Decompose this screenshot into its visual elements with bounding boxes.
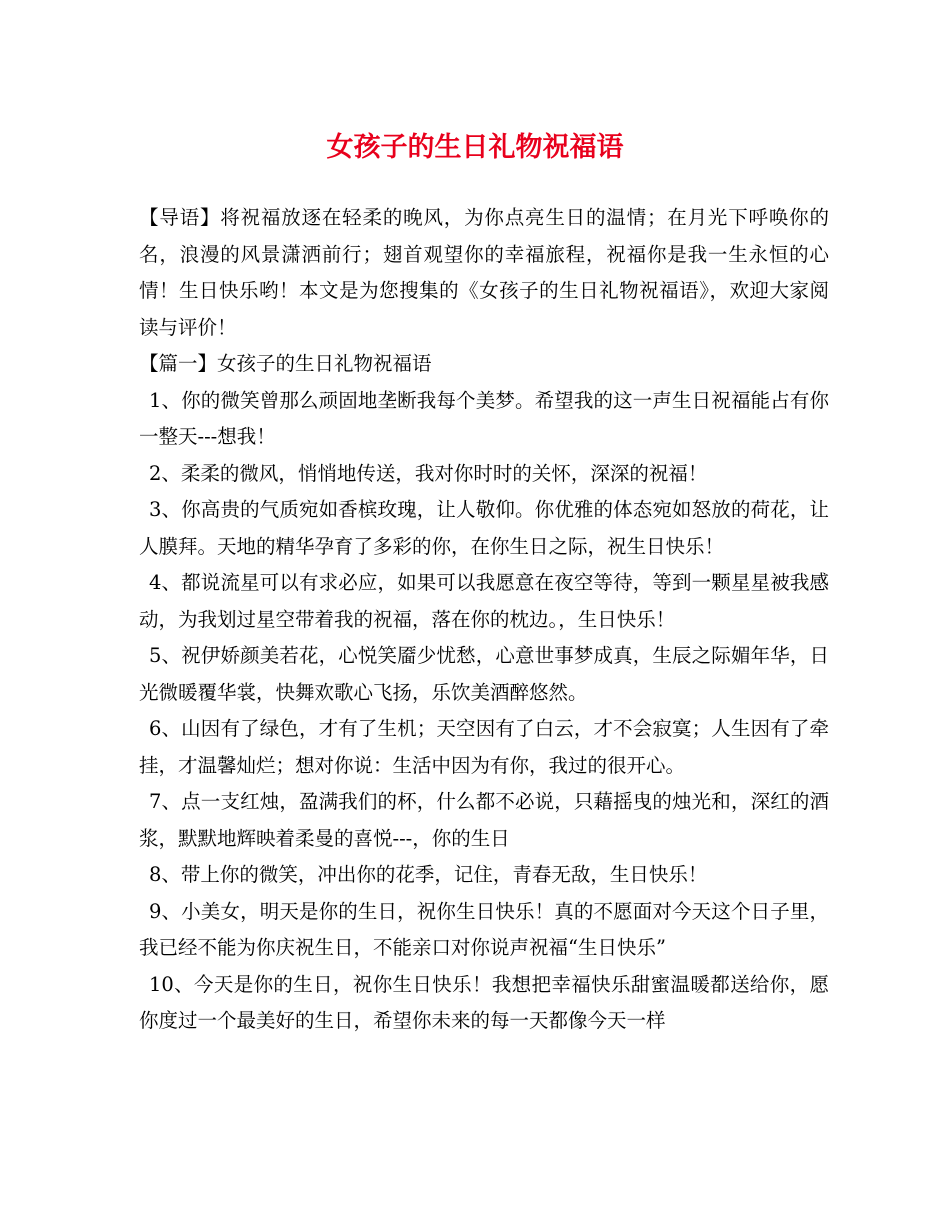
list-item: 4、都说流星可以有求必应，如果可以我愿意在夜空等待，等到一颗星星被我感动，为我划过星空带着我的祝福，落在你的枕边。，生日快乐！ <box>139 571 829 631</box>
list-item: 9、小美女，明天是你的生日，祝你生日快乐！真的不愿面对今天这个日子里，我已经不能为你庆祝生日，不能亲口对你说声祝福“生日快乐” <box>139 899 829 959</box>
list-item: 2、柔柔的微风，悄悄地传送，我对你时时的关怀，深深的祝福！ <box>149 461 708 485</box>
list-item: 6、山因有了绿色，才有了生机；天空因有了白云，才不会寂寞；人生因有了牵挂，才温馨灿烂；想对你说：生活中因为有你，我过的很开心。 <box>139 717 829 777</box>
list-item: 8、带上你的微笑，冲出你的花季，记住，青春无敌，生日快乐！ <box>149 863 708 886</box>
intro-paragraph: 【导语】将祝福放逐在轻柔的晚风，为你点亮生日的温情；在月光下呼唤你的名，浪漫的风景潇洒前行；翅首观望你的幸福旅程，祝福你是我一生永恒的心情！生日快乐哟！本文是为您搜集的《女孩子的生日礼物祝福语》，欢迎大家阅读与评价！ <box>139 206 829 339</box>
list-item: 5、祝伊娇颜美若花，心悦笑靥少忧愁，心意世事梦成真，生辰之际媚年华，日光微暖覆华裳，快舞欢歌心飞扬，乐饮美酒醉悠然。 <box>139 644 829 704</box>
page-title: 女孩子的生日礼物祝福语 <box>326 132 624 163</box>
list-item: 3、你高贵的气质宛如香槟玫瑰，让人敬仰。你优雅的体态宛如怒放的荷花，让人膜拜。天地的精华孕育了多彩的你，在你生日之际，祝生日快乐！ <box>139 498 829 558</box>
document-body <box>139 200 829 1040</box>
section-heading: 【篇一】女孩子的生日礼物祝福语 <box>139 352 432 375</box>
list-item: 1、你的微笑曾那么顽固地垄断我每个美梦。希望我的这一声生日祝福能占有你一整天---想我！ <box>139 388 829 448</box>
list-item: 10、今天是你的生日，祝你生日快乐！我想把幸福快乐甜蜜温暖都送给你，愿你度过一个最美好的生日，希望你未来的每一天都像今天一样 <box>139 972 829 1032</box>
list-item: 7、点一支红烛，盈满我们的杯，什么都不必说，只藉摇曳的烛光和，深红的酒浆，默默地辉映着柔曼的喜悦---，你的生日 <box>139 790 829 850</box>
